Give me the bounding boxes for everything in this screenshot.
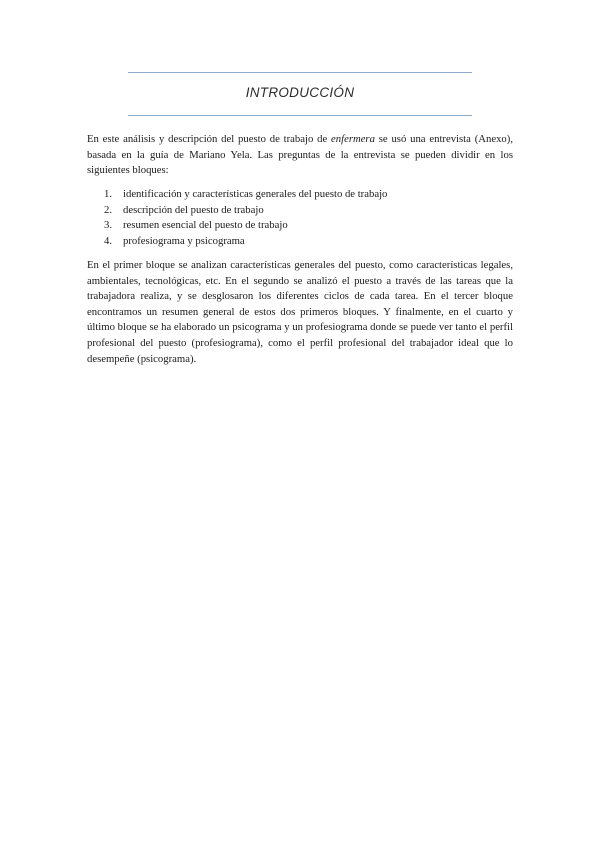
list-item-text: resumen esencial del puesto de trabajo [123, 219, 288, 232]
list-item-number: 1. [104, 187, 113, 200]
list-item-text: profesiograma y psicograma [123, 235, 245, 248]
document-body [87, 132, 513, 367]
list-item-number: 3. [104, 219, 113, 232]
list-item [87, 234, 513, 250]
intro-text-end: se usó una entrevista (Anexo), basada en la guía de Mariano Yela. Las preguntas de la entrevista se pueden dividir en los siguientes bloques: [87, 133, 513, 177]
summary-paragraph: En el primer bloque se analizan características generales del puesto, como características legales, ambientales, tecnológicas, etc. En el segundo se analizó el puesto a través de las tareas que la trabajadora realiza, y se desglosaron los diferentes ciclos de cada tarea. En el tercer bloque encontramos un resumen general de estos dos primeros bloques. Y finalmente, en el cuarto y último bloque se ha elaborado un psicograma y un profesiograma donde se puede ver tanto el perfil profesional del puesto (profesiograma), como el perfil profesional del trabajador ideal que lo desempeñe (psicograma). [87, 258, 513, 365]
heading-top-rule [128, 72, 472, 73]
list-item-text: descripción del puesto de trabajo [123, 203, 264, 216]
list-item [87, 203, 513, 219]
intro-text-start: En este análisis y descripción del puesto de trabajo de [87, 133, 332, 145]
intro-paragraph [87, 132, 513, 179]
list-item-number: 4. [104, 235, 113, 248]
list-item-text: identificación y características generales del puesto de trabajo [123, 187, 388, 200]
list-item-number: 2. [104, 203, 113, 216]
intro-emphasis: enfermera [331, 133, 375, 145]
list-item [87, 187, 513, 203]
heading-bottom-rule [128, 115, 472, 116]
interview-blocks-list [87, 187, 513, 250]
section-heading: INTRODUCCIÓN [245, 85, 355, 100]
list-item [87, 218, 513, 234]
